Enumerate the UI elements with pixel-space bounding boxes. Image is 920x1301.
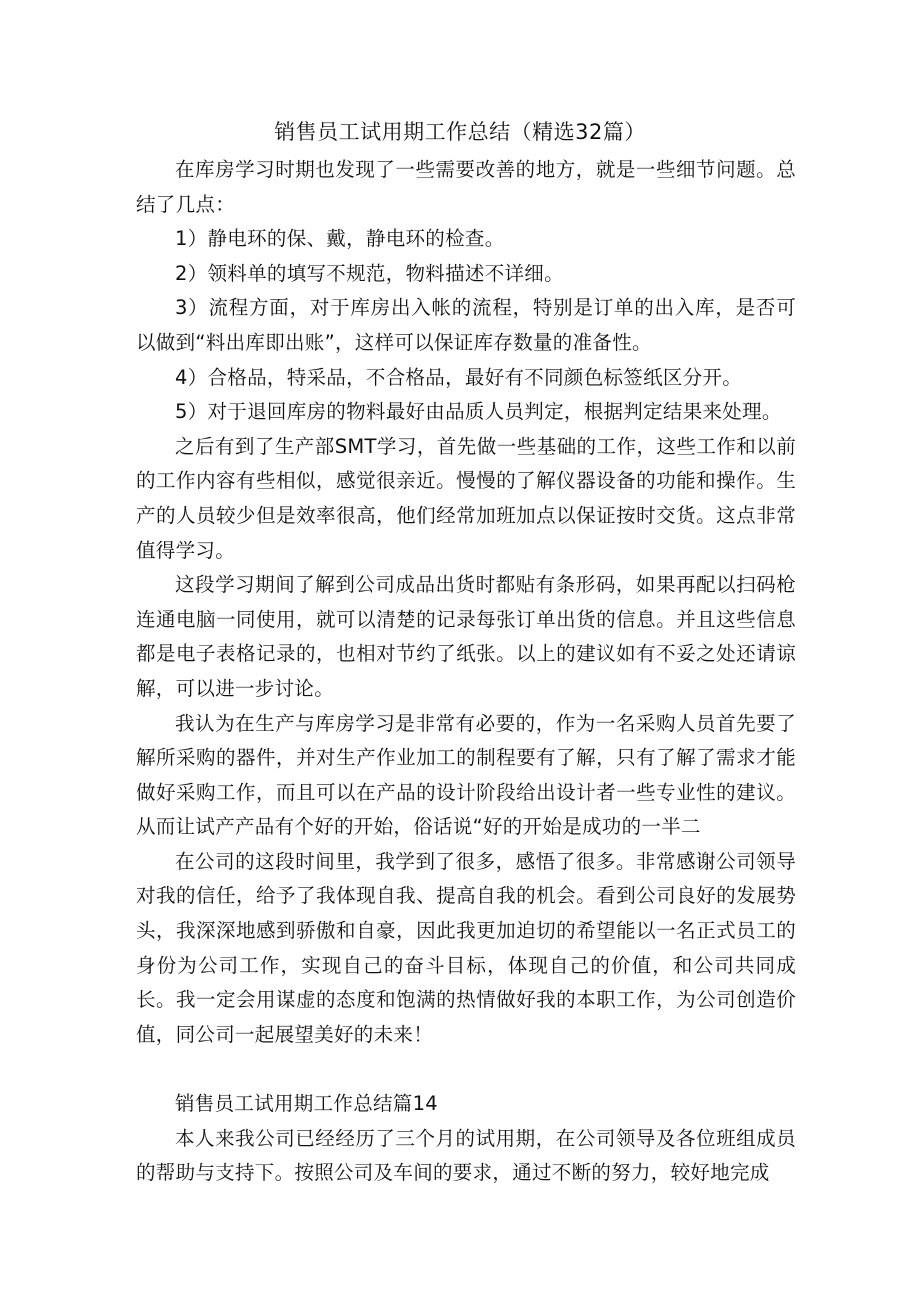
- paragraph: 本人来我公司已经经历了三个月的试用期，在公司领导及各位班组成员的帮助与支持下。按照公司及车间的要求，通过不断的努力，较好地完成: [136, 1126, 796, 1185]
- section-heading: 销售员工试用期工作总结篇14: [175, 1092, 439, 1116]
- paragraph: 在公司的这段时间里，我学到了很多，感悟了很多。非常感谢公司领导对我的信任，给予了我体现自我、提高自我的机会。看到公司良好的发展势头，我深深地感到骄傲和自豪，因此我更加迫切的希望能以一名正式员工的身份为公司工作，实现自己的奋斗目标，体现自己的价值，和公司共同成长。我一定会用谋虚的态度和饱满的热情做好我的本职工作，为公司创造价值，同公司一起展望美好的未来！: [136, 849, 796, 1046]
- paragraph: 在库房学习时期也发现了一些需要改善的地方，就是一些细节问题。总结了几点：: [136, 158, 796, 216]
- list-item: 2）领料单的填写不规范，物料描述不详细。: [175, 261, 564, 285]
- paragraph: 我认为在生产与库房学习是非常有必要的，作为一名采购人员首先要了解所采购的器件，并对生产作业加工的制程要有了解，只有了解了需求才能做好采购工作，而且可以在产品的设计阶段给出设计者一些专业性的建议。从而让试产产品有个好的开始，俗话说“好的开始是成功的一半二: [136, 711, 796, 839]
- document-title: 销售员工试用期工作总结（精选32篇）: [274, 120, 646, 144]
- list-item: 5）对于退回库房的物料最好由品质人员判定，根据判定结果来处理。: [175, 400, 782, 424]
- paragraph: 之后有到了生产部SMT学习，首先做一些基础的工作，这些工作和以前的工作内容有些相似，感觉很亲近。慢慢的了解仪器设备的功能和操作。生产的人员较少但是效率很高，他们经常加班加点以保证按时交货。这点非常值得学习。: [136, 434, 796, 562]
- list-item: 3）流程方面，对于库房出入帐的流程，特别是订单的出入库，是否可以做到“料出库即出账”，这样可以保证库存数量的准备性。: [136, 296, 796, 354]
- list-item: 1）静电环的保、戴，静电环的检查。: [175, 227, 505, 251]
- paragraph: 这段学习期间了解到公司成品出货时都贴有条形码，如果再配以扫码枪连通电脑一同使用，就可以清楚的记录每张订单出货的信息。并且这些信息都是电子表格记录的，也相对节约了纸张。以上的建议如有不妥之处还请谅解，可以进一步讨论。: [136, 573, 796, 700]
- list-item: 4）合格品，特采品，不合格品，最好有不同颜色标签纸区分开。: [175, 365, 743, 389]
- document-body: [136, 153, 796, 1191]
- section-spacer: [136, 1052, 796, 1087]
